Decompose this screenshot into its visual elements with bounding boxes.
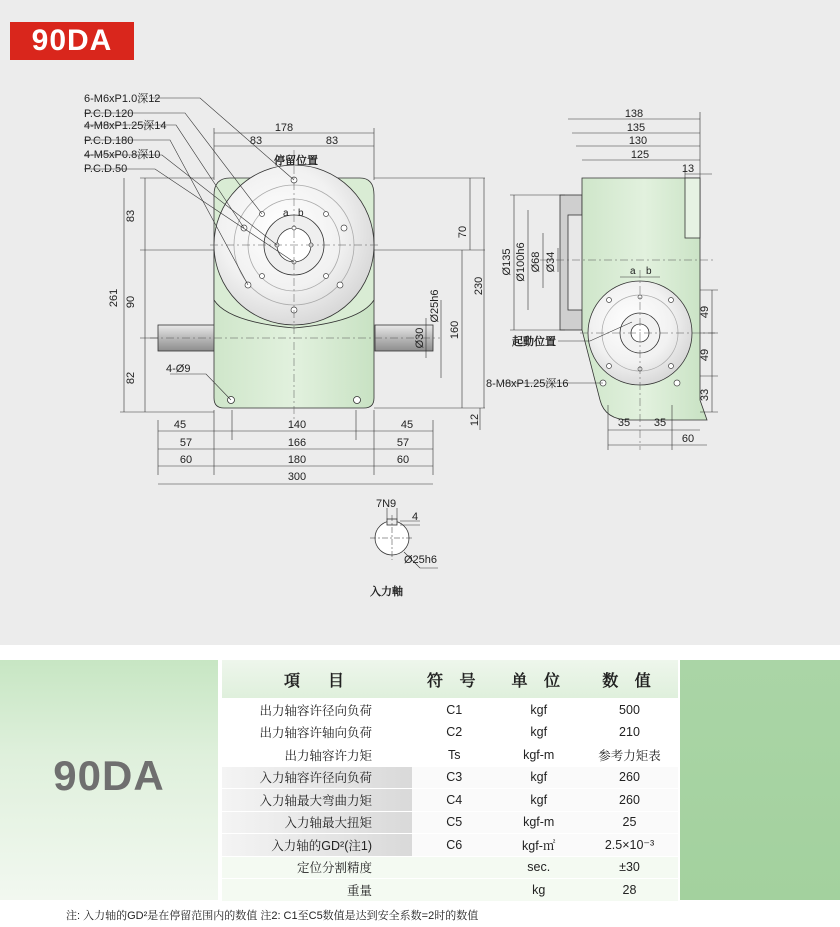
table-row [222,879,678,901]
dim-160: 160 [449,320,461,340]
row-value: 25 [581,811,678,834]
row-value: 260 [581,766,678,789]
stop-position-label: 停留位置 [274,155,318,167]
dim-d135: Ø135 [501,248,513,276]
table-row [222,789,678,812]
key-depth-label: 4 [412,511,419,523]
dim-82: 82 [125,371,137,385]
callout-2: P.C.D.120 [84,108,134,120]
row-item: 出力轴容许径向负荷 [222,699,412,722]
callout-6: P.C.D.50 [84,163,128,175]
row-item: 出力轴容许轴向负荷 [222,721,412,744]
spec-model-panel [0,660,218,900]
row-symbol [412,856,496,879]
dim-shaft-d25: Ø25h6 [429,289,441,323]
table-row [222,721,678,744]
table-row [222,811,678,834]
row-value: 参考力矩表 [581,744,678,767]
header-unit: 单 位 [496,660,580,699]
row-unit: kg [496,879,580,901]
dim-57-right: 57 [396,437,410,449]
dim-d34: Ø34 [545,251,557,273]
dim-125: 125 [630,149,650,161]
row-item: 定位分割精度 [222,856,412,879]
dim-140: 140 [287,419,307,431]
row-value: 28 [581,879,678,901]
front-a-label: a [283,208,289,219]
model-tag: 90DA [10,22,134,60]
spec-header-row [222,660,678,699]
table-row [222,699,678,722]
row-item: 出力轴容许力矩 [222,744,412,767]
dim-d68: Ø68 [530,251,542,273]
table-row [222,834,678,857]
dim-83-vertical: 83 [125,209,137,223]
dim-178: 178 [274,122,294,134]
side-b-label: b [646,266,652,277]
dim-166: 166 [287,437,307,449]
row-symbol: C1 [412,699,496,722]
row-unit: sec. [496,856,580,879]
row-unit: kgf-㎡ [496,834,580,857]
row-value: 500 [581,699,678,722]
dim-60-side: 60 [681,433,695,445]
dim-230: 230 [473,276,485,296]
dim-83-left: 83 [249,135,263,147]
table-row [222,744,678,767]
dim-90: 90 [125,295,137,309]
start-position-label: 起動位置 [512,336,556,348]
footnote: 注: 入力轴的GD²是在停留范围内的数值 注2: C1至C5数值是达到安全系数=2时的数值 [66,910,479,922]
row-item: 入力轴最大扭矩 [222,811,412,834]
dim-83-right: 83 [325,135,339,147]
row-item: 入力轴容许径向负荷 [222,766,412,789]
shaft-diameter-label: Ø25h6 [404,554,438,566]
header-value: 数 值 [581,660,678,699]
dim-180: 180 [287,454,307,466]
callout-1: 6-M6xP1.0深12 [84,93,161,105]
table-row [222,766,678,789]
dim-33: 33 [699,388,711,402]
dim-130: 130 [628,135,648,147]
row-value: 260 [581,789,678,812]
hole-4d9-label: 4-Ø9 [166,363,191,375]
row-symbol: Ts [412,744,496,767]
row-symbol [412,879,496,901]
row-item: 重量 [222,879,412,901]
dim-12: 12 [469,413,481,427]
green-side-panel [680,660,840,900]
dim-60-left: 60 [179,454,193,466]
row-value: 210 [581,721,678,744]
callout-3: 4-M8xP1.25深14 [84,120,167,132]
row-symbol: C2 [412,721,496,744]
spec-model-label: 90DA [53,752,165,799]
dim-57-left: 57 [179,437,193,449]
row-symbol: C6 [412,834,496,857]
row-item: 入力轴的GD²(注1) [222,834,412,857]
dim-45-left: 45 [173,419,187,431]
header-item: 項 目 [222,660,412,699]
side-thread-callout: 8-M8xP1.25深16 [486,378,569,390]
row-unit: kgf [496,766,580,789]
dim-138: 138 [624,108,644,120]
header-symbol: 符 号 [412,660,496,699]
row-unit: kgf [496,789,580,812]
row-unit: kgf-m [496,744,580,767]
side-a-label: a [630,266,636,277]
dim-35-left: 35 [617,417,631,429]
front-view [150,150,440,420]
keyway-label: 7N9 [376,498,397,510]
dim-35-right: 35 [653,417,667,429]
row-item: 入力轴最大弯曲力矩 [222,789,412,812]
dim-13: 13 [681,163,695,175]
dim-135: 135 [626,122,646,134]
row-value: 2.5×10⁻³ [581,834,678,857]
row-symbol: C3 [412,766,496,789]
side-view [540,178,715,450]
row-symbol: C5 [412,811,496,834]
shaft-caption: 入力軸 [370,586,403,598]
row-unit: kgf [496,699,580,722]
row-unit: kgf [496,721,580,744]
callout-5: 4-M5xP0.8深10 [84,149,161,161]
row-value: ±30 [581,856,678,879]
dim-300: 300 [287,471,307,483]
spec-section [0,645,840,927]
dim-70: 70 [457,225,469,239]
dim-49-top: 49 [699,305,711,319]
spec-table [222,660,678,901]
dim-60-right: 60 [396,454,410,466]
table-row [222,856,678,879]
front-b-label: b [298,208,304,219]
row-unit: kgf-m [496,811,580,834]
row-symbol: C4 [412,789,496,812]
dim-45-right: 45 [400,419,414,431]
dim-261: 261 [108,288,120,308]
dim-shaft-d30: Ø30 [414,327,426,349]
dim-d100: Ø100h6 [515,242,527,282]
callout-4: P.C.D.180 [84,135,134,147]
dim-49-bottom: 49 [699,348,711,362]
